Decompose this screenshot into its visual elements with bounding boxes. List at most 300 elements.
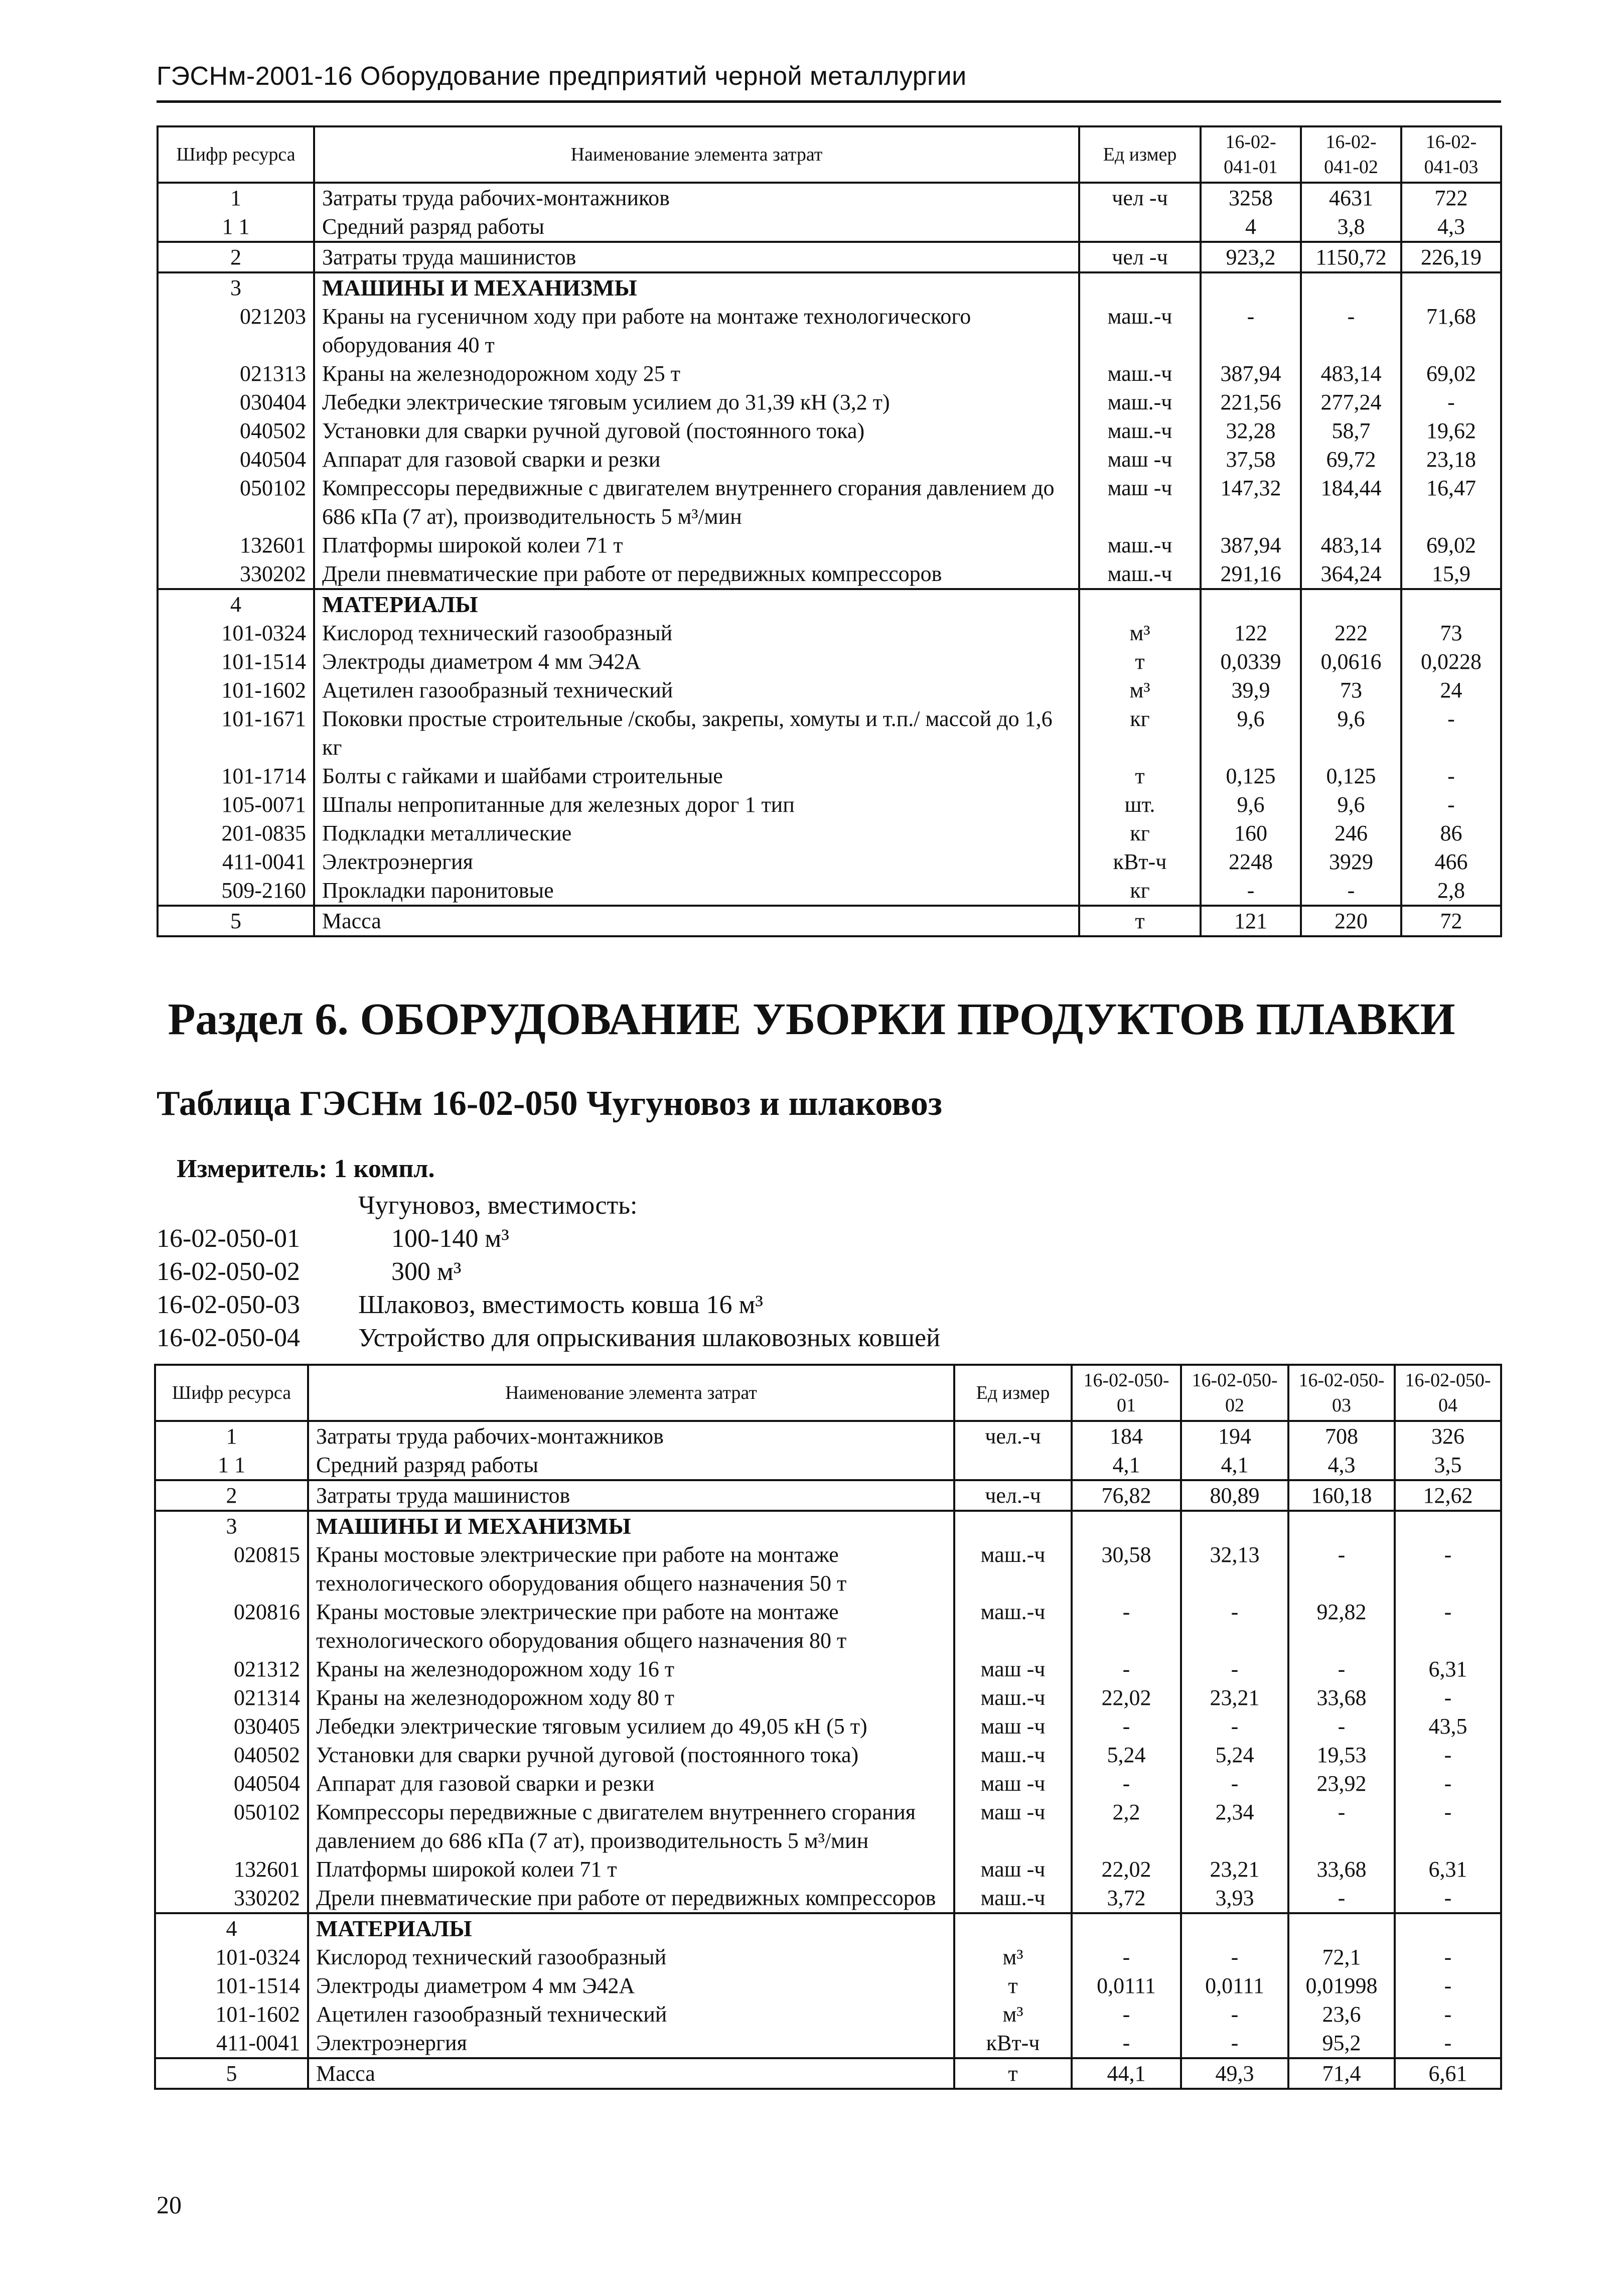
- spec-text: Устройство для опрыскивания шлаковозных ковшей: [358, 1324, 940, 1352]
- norm-value: -: [1072, 2029, 1181, 2058]
- table1-row: [158, 445, 1501, 474]
- cost-element-name: Поковки простые строительные /скобы, закрепы, хомуты и т.п./ массой до 1,6 кг: [314, 704, 1079, 762]
- table1-col-header: 16-02-041-02: [1301, 126, 1401, 183]
- cost-element-name: Установки для сварки ручной дуговой (постоянного тока): [308, 1741, 954, 1769]
- norm-value: 3,93: [1181, 1884, 1288, 1913]
- norm-value: -: [1395, 1943, 1501, 1971]
- norm-value: 160: [1201, 819, 1301, 847]
- norm-value: -: [1301, 876, 1401, 906]
- table2-row: [155, 1769, 1501, 1798]
- unit: [1079, 272, 1201, 302]
- resource-code: 021312: [155, 1655, 308, 1683]
- norm-value: 326: [1395, 1421, 1501, 1451]
- norm-value: -: [1181, 1655, 1288, 1683]
- unit: кВт-ч: [954, 2029, 1072, 2058]
- cost-element-name: Платформы широкой колеи 71 т: [308, 1855, 954, 1884]
- table2-row: [155, 2029, 1501, 2058]
- spec-code: 16-02-050-04: [157, 1324, 300, 1352]
- norm-value: -: [1181, 1943, 1288, 1971]
- resource-code: 5: [155, 2058, 308, 2089]
- norm-value: -: [1181, 2000, 1288, 2029]
- unit: маш.-ч: [1079, 302, 1201, 359]
- norm-value: 37,58: [1201, 445, 1301, 474]
- norm-value: -: [1288, 1712, 1395, 1741]
- cost-element-name: Краны на железнодорожном ходу 80 т: [308, 1683, 954, 1712]
- table1-col-header: Ед измер: [1079, 126, 1201, 183]
- cost-element-name: Кислород технический газообразный: [308, 1943, 954, 1971]
- cost-element-name: Электроды диаметром 4 мм Э42А: [308, 1971, 954, 2000]
- norm-value: [1072, 1511, 1181, 1540]
- table1-row: [158, 906, 1501, 936]
- table2-row: [155, 2000, 1501, 2029]
- norm-value: -: [1201, 302, 1301, 359]
- spec-text: Шлаковоз, вместимость ковша 16 м³: [358, 1290, 763, 1319]
- table2-row: [155, 1598, 1501, 1655]
- resource-code: 1 1: [155, 1451, 308, 1480]
- unit: маш.-ч: [954, 1540, 1072, 1598]
- unit: [1079, 589, 1201, 619]
- norm-value: 4: [1201, 212, 1301, 242]
- norm-value: -: [1395, 1769, 1501, 1798]
- norm-value: -: [1395, 1683, 1501, 1712]
- norm-value: 71,68: [1401, 302, 1501, 359]
- norm-value: 92,82: [1288, 1598, 1395, 1655]
- table2-col-header: 16-02-050-01: [1072, 1365, 1181, 1421]
- resource-code: 3: [155, 1511, 308, 1540]
- table1-row: [158, 272, 1501, 302]
- cost-element-name: Масса: [314, 906, 1079, 936]
- spec-code: 16-02-050-03: [157, 1290, 300, 1319]
- norm-value: 194: [1181, 1421, 1288, 1451]
- resource-code: 040502: [158, 416, 314, 445]
- table-title: Таблица ГЭСНм 16-02-050 Чугуновоз и шлаковоз: [157, 1084, 942, 1123]
- norm-value: 2,8: [1401, 876, 1501, 906]
- resource-code: 020816: [155, 1598, 308, 1655]
- norm-value: 33,68: [1288, 1855, 1395, 1884]
- norm-value: [1401, 589, 1501, 619]
- resource-code: 040504: [158, 445, 314, 474]
- norm-value: -: [1288, 1540, 1395, 1598]
- norm-value: 0,01998: [1288, 1971, 1395, 2000]
- norm-value: -: [1181, 1712, 1288, 1741]
- norm-value: 69,72: [1301, 445, 1401, 474]
- norm-value: 76,82: [1072, 1480, 1181, 1511]
- norm-value: 364,24: [1301, 559, 1401, 589]
- norm-value: 3,8: [1301, 212, 1401, 242]
- resource-code: 330202: [155, 1884, 308, 1913]
- norm-value: 6,31: [1395, 1655, 1501, 1683]
- unit: чел.-ч: [954, 1421, 1072, 1451]
- norm-value: 4,1: [1181, 1451, 1288, 1480]
- table1-row: [158, 876, 1501, 906]
- norm-value: 23,21: [1181, 1683, 1288, 1712]
- table1-row: [158, 619, 1501, 647]
- norm-value: 3258: [1201, 183, 1301, 212]
- measure: [177, 1154, 434, 1184]
- cost-element-name: Затраты труда машинистов: [308, 1480, 954, 1511]
- norm-value: 291,16: [1201, 559, 1301, 589]
- unit: [1079, 212, 1201, 242]
- table2-row: [155, 1971, 1501, 2000]
- norm-value: -: [1395, 2029, 1501, 2058]
- unit: [954, 1913, 1072, 1943]
- norm-value: [1288, 1511, 1395, 1540]
- norm-value: [1072, 1913, 1181, 1943]
- table1-col-header: 16-02-041-01: [1201, 126, 1301, 183]
- unit: кг: [1079, 876, 1201, 906]
- spec-text: 100-140 м³: [391, 1224, 509, 1253]
- unit: м³: [1079, 676, 1201, 704]
- cost-element-name: МАШИНЫ И МЕХАНИЗМЫ: [314, 272, 1079, 302]
- norm-value: 0,125: [1201, 762, 1301, 790]
- norm-value: 9,6: [1201, 704, 1301, 762]
- norm-value: 80,89: [1181, 1480, 1288, 1511]
- resource-code: 411-0041: [158, 847, 314, 876]
- unit: т: [954, 1971, 1072, 2000]
- unit: маш.-ч: [1079, 531, 1201, 559]
- resource-code: 030405: [155, 1712, 308, 1741]
- norm-value: 387,94: [1201, 531, 1301, 559]
- cost-element-name: Компрессоры передвижные с двигателем внутреннего сгорания давлением до 686 кПа (7 ат), производительность 5 м³/мин: [314, 474, 1079, 531]
- table2-row: [155, 1511, 1501, 1540]
- norm-value: 9,6: [1301, 704, 1401, 762]
- norm-value: 73: [1401, 619, 1501, 647]
- table2-row: [155, 1712, 1501, 1741]
- cost-element-name: Затраты труда рабочих-монтажников: [314, 183, 1079, 212]
- norm-value: -: [1072, 1598, 1181, 1655]
- unit: кг: [1079, 704, 1201, 762]
- resource-code: 5: [158, 906, 314, 936]
- table2-row: [155, 1913, 1501, 1943]
- table2-row: [155, 1741, 1501, 1769]
- cost-element-name: Лебедки электрические тяговым усилием до 49,05 кН (5 т): [308, 1712, 954, 1741]
- unit: м³: [1079, 619, 1201, 647]
- table2-row: [155, 1421, 1501, 1451]
- norm-value: 122: [1201, 619, 1301, 647]
- unit: т: [1079, 906, 1201, 936]
- resource-code: 105-0071: [158, 790, 314, 819]
- resource-code: 101-1714: [158, 762, 314, 790]
- table1-row: [158, 474, 1501, 531]
- cost-element-name: Краны на железнодорожном ходу 16 т: [308, 1655, 954, 1683]
- norm-value: 72,1: [1288, 1943, 1395, 1971]
- resource-code: 101-1602: [155, 2000, 308, 2029]
- table1-col-header: Шифр ресурса: [158, 126, 314, 183]
- table2-col-header: Шифр ресурса: [155, 1365, 308, 1421]
- norm-value: 184: [1072, 1421, 1181, 1451]
- norm-value: -: [1395, 1884, 1501, 1913]
- norm-value: 69,02: [1401, 359, 1501, 388]
- unit: т: [954, 2058, 1072, 2089]
- norm-value: -: [1201, 876, 1301, 906]
- cost-element-name: Лебедки электрические тяговым усилием до 31,39 кН (3,2 т): [314, 388, 1079, 416]
- norm-value: 3,5: [1395, 1451, 1501, 1480]
- norm-value: -: [1288, 1655, 1395, 1683]
- resource-code: 4: [155, 1913, 308, 1943]
- norm-value: -: [1181, 2029, 1288, 2058]
- table1-row: [158, 762, 1501, 790]
- cost-element-name: Средний разряд работы: [308, 1451, 954, 1480]
- norm-value: 22,02: [1072, 1855, 1181, 1884]
- norm-value: [1181, 1511, 1288, 1540]
- norm-value: 160,18: [1288, 1480, 1395, 1511]
- cost-element-name: Подкладки металлические: [314, 819, 1079, 847]
- resource-code: 1: [158, 183, 314, 212]
- unit: маш -ч: [954, 1798, 1072, 1855]
- resource-code: 101-1514: [155, 1971, 308, 2000]
- table2-row: [155, 1683, 1501, 1712]
- norm-value: 30,58: [1072, 1540, 1181, 1598]
- table1-row: [158, 531, 1501, 559]
- norm-value: 0,0111: [1072, 1971, 1181, 2000]
- norm-value: 23,21: [1181, 1855, 1288, 1884]
- table1-row: [158, 388, 1501, 416]
- unit: [954, 1511, 1072, 1540]
- norm-value: 0,0616: [1301, 647, 1401, 676]
- norm-value: -: [1395, 1540, 1501, 1598]
- norm-value: -: [1395, 1971, 1501, 2000]
- table2-row: [155, 2058, 1501, 2089]
- norm-value: -: [1395, 1741, 1501, 1769]
- resource-code: 2: [158, 242, 314, 272]
- cost-element-name: МАТЕРИАЛЫ: [314, 589, 1079, 619]
- cost-element-name: Электроэнергия: [308, 2029, 954, 2058]
- unit: маш -ч: [954, 1655, 1072, 1683]
- unit: маш.-ч: [954, 1884, 1072, 1913]
- resource-code: 050102: [158, 474, 314, 531]
- cost-element-name: Краны мостовые электрические при работе на монтаже технологического оборудования общего назначения 50 т: [308, 1540, 954, 1598]
- resource-code: 050102: [155, 1798, 308, 1855]
- norm-value: 86: [1401, 819, 1501, 847]
- norm-value: -: [1395, 1598, 1501, 1655]
- norm-value: 16,47: [1401, 474, 1501, 531]
- cost-element-name: Электроды диаметром 4 мм Э42А: [314, 647, 1079, 676]
- norm-value: -: [1288, 1798, 1395, 1855]
- table1-row: [158, 589, 1501, 619]
- norm-value: 5,24: [1072, 1741, 1181, 1769]
- norm-value: 9,6: [1301, 790, 1401, 819]
- spec-intro: Чугуновоз, вместимость:: [358, 1191, 638, 1220]
- cost-element-name: Масса: [308, 2058, 954, 2089]
- norm-value: -: [1401, 704, 1501, 762]
- norm-value: 226,19: [1401, 242, 1501, 272]
- resource-code: 411-0041: [155, 2029, 308, 2058]
- norm-value: 4,1: [1072, 1451, 1181, 1480]
- norm-value: 5,24: [1181, 1741, 1288, 1769]
- norm-value: 2248: [1201, 847, 1301, 876]
- unit: маш -ч: [954, 1769, 1072, 1798]
- resource-table-050: [154, 1364, 1502, 2090]
- table2-row: [155, 1943, 1501, 1971]
- table2-row: [155, 1480, 1501, 1511]
- spec-code: 16-02-050-01: [157, 1224, 300, 1253]
- norm-value: 9,6: [1201, 790, 1301, 819]
- norm-value: 147,32: [1201, 474, 1301, 531]
- norm-value: -: [1395, 2000, 1501, 2029]
- norm-value: 6,31: [1395, 1855, 1501, 1884]
- norm-value: 32,28: [1201, 416, 1301, 445]
- unit: маш -ч: [954, 1712, 1072, 1741]
- cost-element-name: Затраты труда рабочих-монтажников: [308, 1421, 954, 1451]
- norm-value: -: [1181, 1769, 1288, 1798]
- resource-code: 101-0324: [155, 1943, 308, 1971]
- cost-element-name: МАТЕРИАЛЫ: [308, 1913, 954, 1943]
- norm-value: 23,6: [1288, 2000, 1395, 2029]
- spec-text: 300 м³: [391, 1257, 462, 1286]
- resource-code: 020815: [155, 1540, 308, 1598]
- resource-code: 330202: [158, 559, 314, 589]
- cost-element-name: Электроэнергия: [314, 847, 1079, 876]
- resource-code: 1 1: [158, 212, 314, 242]
- norm-value: 4,3: [1401, 212, 1501, 242]
- norm-value: 39,9: [1201, 676, 1301, 704]
- resource-code: 021314: [155, 1683, 308, 1712]
- norm-value: 2,2: [1072, 1798, 1181, 1855]
- table2-row: [155, 1451, 1501, 1480]
- norm-value: 0,0228: [1401, 647, 1501, 676]
- norm-value: -: [1401, 790, 1501, 819]
- unit: маш -ч: [1079, 474, 1201, 531]
- norm-value: 0,0339: [1201, 647, 1301, 676]
- norm-value: 49,3: [1181, 2058, 1288, 2089]
- table1-row: [158, 704, 1501, 762]
- cost-element-name: Аппарат для газовой сварки и резки: [314, 445, 1079, 474]
- norm-value: 1150,72: [1301, 242, 1401, 272]
- norm-value: 722: [1401, 183, 1501, 212]
- resource-code: 040504: [155, 1769, 308, 1798]
- cost-element-name: МАШИНЫ И МЕХАНИЗМЫ: [308, 1511, 954, 1540]
- resource-code: 040502: [155, 1741, 308, 1769]
- cost-element-name: Кислород технический газообразный: [314, 619, 1079, 647]
- running-header: ГЭСНм-2001-16 Оборудование предприятий черной металлургии: [157, 62, 967, 91]
- norm-value: 19,62: [1401, 416, 1501, 445]
- cost-element-name: Краны мостовые электрические при работе на монтаже технологического оборудования общего назначения 80 т: [308, 1598, 954, 1655]
- unit: маш.-ч: [954, 1683, 1072, 1712]
- norm-value: [1401, 272, 1501, 302]
- table1-row: [158, 183, 1501, 212]
- cost-element-name: Установки для сварки ручной дуговой (постоянного тока): [314, 416, 1079, 445]
- page-number: 20: [157, 2191, 182, 2219]
- unit: м³: [954, 1943, 1072, 1971]
- norm-value: -: [1395, 1798, 1501, 1855]
- norm-value: 121: [1201, 906, 1301, 936]
- table2-col-header: Наименование элемента затрат: [308, 1365, 954, 1421]
- norm-value: 0,0111: [1181, 1971, 1288, 2000]
- norm-value: 708: [1288, 1421, 1395, 1451]
- unit: чел -ч: [1079, 183, 1201, 212]
- norm-value: 71,4: [1288, 2058, 1395, 2089]
- norm-value: 483,14: [1301, 531, 1401, 559]
- cost-element-name: Компрессоры передвижные с двигателем внутреннего сгорания давлением до 686 кПа (7 ат), производительность 5 м³/мин: [308, 1798, 954, 1855]
- table1-row: [158, 359, 1501, 388]
- resource-code: 4: [158, 589, 314, 619]
- cost-element-name: Средний разряд работы: [314, 212, 1079, 242]
- unit: т: [1079, 647, 1201, 676]
- table1-row: [158, 790, 1501, 819]
- table2-col-header: 16-02-050-03: [1288, 1365, 1395, 1421]
- cost-element-name: Аппарат для газовой сварки и резки: [308, 1769, 954, 1798]
- norm-value: 277,24: [1301, 388, 1401, 416]
- cost-element-name: Ацетилен газообразный технический: [314, 676, 1079, 704]
- cost-element-name: Платформы широкой колеи 71 т: [314, 531, 1079, 559]
- norm-value: 923,2: [1201, 242, 1301, 272]
- unit: маш -ч: [1079, 445, 1201, 474]
- norm-value: -: [1301, 302, 1401, 359]
- spec-code: 16-02-050-02: [157, 1257, 300, 1286]
- norm-value: -: [1401, 762, 1501, 790]
- resource-code: 3: [158, 272, 314, 302]
- resource-code: 201-0835: [158, 819, 314, 847]
- norm-value: 2,34: [1181, 1798, 1288, 1855]
- norm-value: 69,02: [1401, 531, 1501, 559]
- unit: м³: [954, 2000, 1072, 2029]
- norm-value: -: [1072, 2000, 1181, 2029]
- norm-value: [1288, 1913, 1395, 1943]
- norm-value: 3,72: [1072, 1884, 1181, 1913]
- cost-element-name: Шпалы непропитанные для железных дорог 1 тип: [314, 790, 1079, 819]
- norm-value: 95,2: [1288, 2029, 1395, 2058]
- norm-value: -: [1072, 1943, 1181, 1971]
- resource-code: 101-0324: [158, 619, 314, 647]
- table1-col-header: 16-02-041-03: [1401, 126, 1501, 183]
- norm-value: 483,14: [1301, 359, 1401, 388]
- cost-element-name: Затраты труда машинистов: [314, 242, 1079, 272]
- header-rule: [157, 100, 1501, 103]
- norm-value: 387,94: [1201, 359, 1301, 388]
- measure-label: Измеритель:: [177, 1155, 328, 1183]
- table2-col-header: Ед измер: [954, 1365, 1072, 1421]
- resource-table-041: [157, 125, 1502, 937]
- norm-value: 72: [1401, 906, 1501, 936]
- unit: [954, 1451, 1072, 1480]
- norm-value: 15,9: [1401, 559, 1501, 589]
- norm-value: 58,7: [1301, 416, 1401, 445]
- resource-code: 2: [155, 1480, 308, 1511]
- table2-row: [155, 1655, 1501, 1683]
- cost-element-name: Краны на гусеничном ходу при работе на монтаже технологического оборудования 40 т: [314, 302, 1079, 359]
- norm-value: 12,62: [1395, 1480, 1501, 1511]
- norm-value: 6,61: [1395, 2058, 1501, 2089]
- norm-value: 32,13: [1181, 1540, 1288, 1598]
- norm-value: -: [1181, 1598, 1288, 1655]
- norm-value: -: [1288, 1884, 1395, 1913]
- table1-row: [158, 819, 1501, 847]
- unit: кВт-ч: [1079, 847, 1201, 876]
- resource-code: 101-1671: [158, 704, 314, 762]
- norm-value: 19,53: [1288, 1741, 1395, 1769]
- cost-element-name: Дрели пневматические при работе от передвижных компрессоров: [308, 1884, 954, 1913]
- unit: кг: [1079, 819, 1201, 847]
- table1-row: [158, 559, 1501, 589]
- norm-value: 23,18: [1401, 445, 1501, 474]
- norm-value: [1301, 272, 1401, 302]
- norm-value: 73: [1301, 676, 1401, 704]
- norm-value: [1181, 1913, 1288, 1943]
- norm-value: 22,02: [1072, 1683, 1181, 1712]
- norm-value: -: [1072, 1769, 1181, 1798]
- norm-value: 220: [1301, 906, 1401, 936]
- unit: маш.-ч: [954, 1741, 1072, 1769]
- measure-value: 1 компл.: [334, 1155, 435, 1183]
- unit: т: [1079, 762, 1201, 790]
- norm-value: 4631: [1301, 183, 1401, 212]
- norm-value: 24: [1401, 676, 1501, 704]
- norm-value: -: [1401, 388, 1501, 416]
- resource-code: 021203: [158, 302, 314, 359]
- norm-value: 184,44: [1301, 474, 1401, 531]
- table2-row: [155, 1855, 1501, 1884]
- unit: маш.-ч: [1079, 559, 1201, 589]
